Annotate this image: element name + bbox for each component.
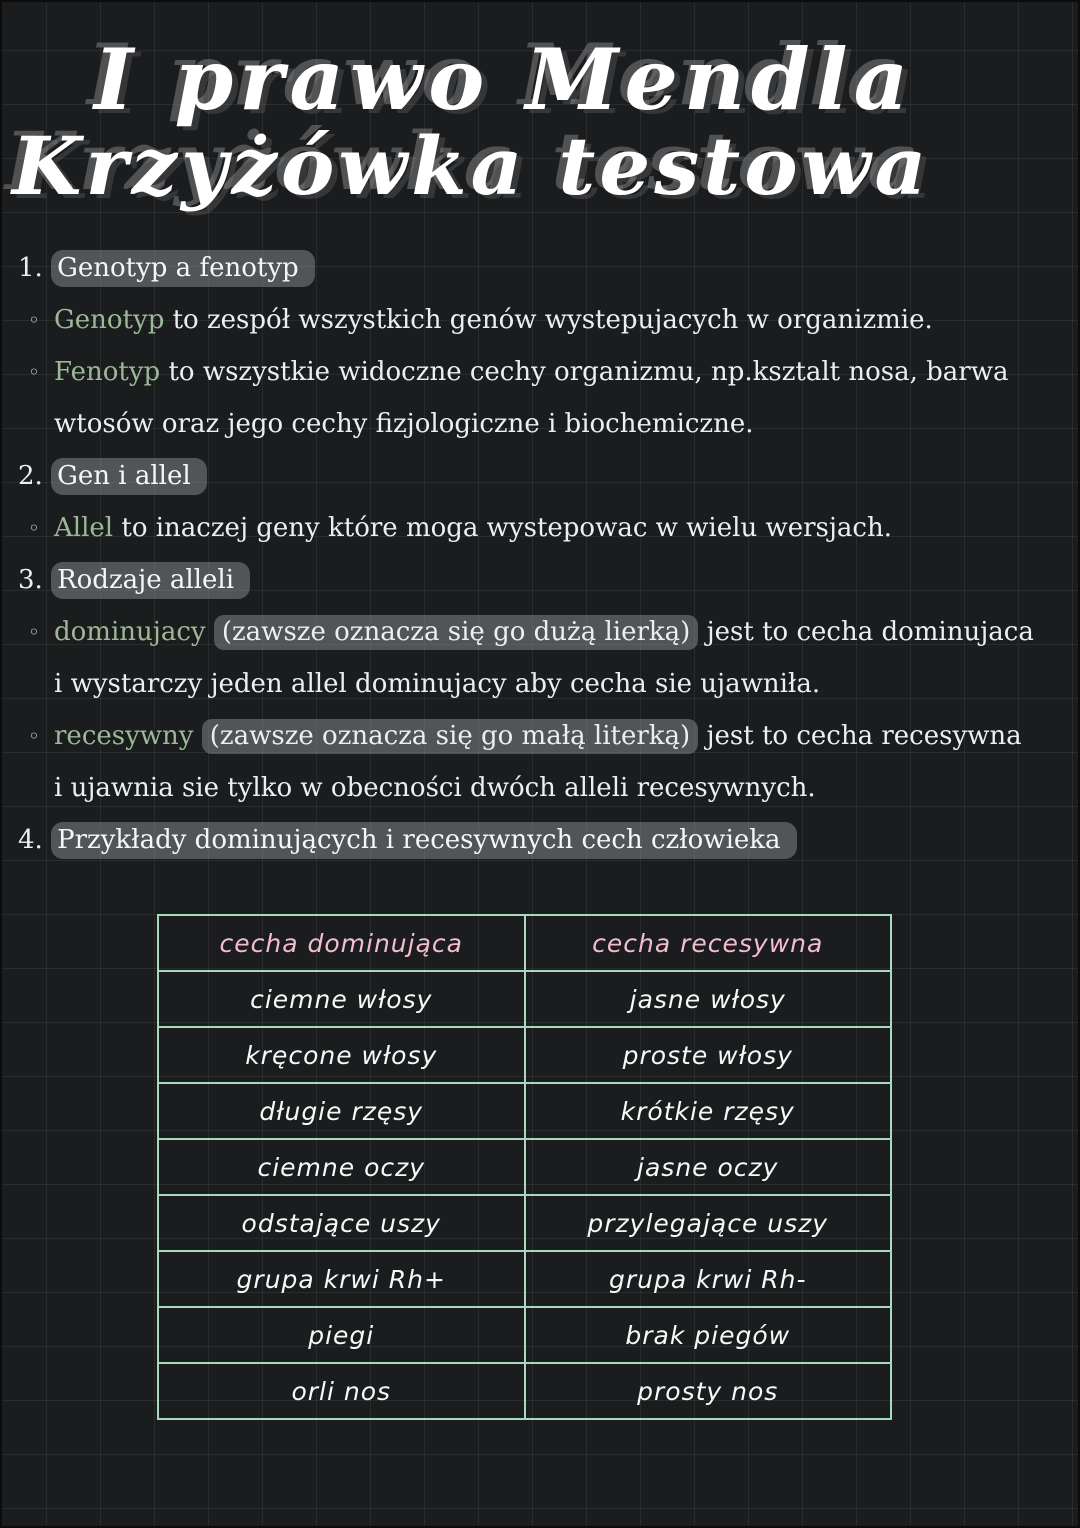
table-cell: brak piegów	[525, 1307, 892, 1363]
body-text	[206, 617, 214, 647]
table-cell: długie rzęsy	[158, 1083, 525, 1139]
traits-table-body	[158, 971, 891, 1419]
bullet-marker-icon: ◦	[28, 620, 40, 645]
bullet-item	[2, 502, 1078, 554]
table-cell: jasne oczy	[525, 1139, 892, 1195]
bullet-marker-icon: ◦	[28, 360, 40, 385]
body-text: to inaczej geny które moga wystepowac w wielu wersjach.	[113, 513, 893, 544]
section-heading-text: Rodzaje alleli	[51, 562, 250, 599]
table-row	[158, 1251, 891, 1307]
section-heading-text: Genotyp a fenotyp	[51, 250, 315, 287]
page-title-line-2: Krzyżówka testowa	[12, 119, 931, 214]
highlighted-text: (zawsze oznacza się go małą literką)	[202, 719, 698, 754]
term-text: Genotyp	[54, 305, 165, 336]
term-text: recesywny	[54, 721, 194, 752]
page-title	[2, 2, 1078, 214]
table-cell: krótkie rzęsy	[525, 1083, 892, 1139]
bullet-marker-icon: ◦	[28, 724, 40, 749]
term-text: Allel	[54, 513, 114, 544]
traits-table	[157, 914, 892, 1420]
table-cell: grupa krwi Rh-	[525, 1251, 892, 1307]
traits-table-head-row	[158, 915, 891, 971]
table-cell: ciemne oczy	[158, 1139, 525, 1195]
bullet-marker-icon: ◦	[28, 308, 40, 333]
section-heading	[18, 554, 1078, 606]
table-row	[158, 1195, 891, 1251]
section-heading	[18, 242, 1078, 294]
section	[2, 814, 1078, 866]
table-cell: jasne włosy	[525, 971, 892, 1027]
table-header-cell: cecha recesywna	[525, 915, 892, 971]
table-row	[158, 1307, 891, 1363]
table-cell: kręcone włosy	[158, 1027, 525, 1083]
bullet-item	[2, 294, 1078, 346]
page-title-line-1: I prawo Mendla	[94, 30, 915, 129]
section-number: 4.	[18, 825, 52, 856]
section-heading-text: Przykłady dominujących i recesywnych cech człowieka	[51, 822, 796, 859]
body-text: to zespół wszystkich genów wystepujacych w organizmie.	[164, 305, 933, 336]
highlighted-text: (zawsze oznacza się go dużą lierką)	[214, 615, 698, 650]
table-row	[158, 1083, 891, 1139]
section-number: 2.	[18, 461, 52, 492]
sections	[2, 242, 1078, 866]
section	[2, 450, 1078, 554]
section-number: 3.	[18, 565, 52, 596]
body-text	[193, 721, 201, 751]
table-cell: orli nos	[158, 1363, 525, 1419]
section-heading	[18, 450, 1078, 502]
bullet-item	[2, 710, 1078, 814]
section-heading	[18, 814, 1078, 866]
section-number: 1.	[18, 253, 52, 284]
body-text: jest to cecha dominujaca i wystarczy jeden allel dominujacy aby cecha sie ujawniła.	[54, 617, 1034, 700]
table-cell: ciemne włosy	[158, 971, 525, 1027]
table-cell: proste włosy	[525, 1027, 892, 1083]
term-text: Fenotyp	[54, 357, 161, 388]
bullet-marker-icon: ◦	[28, 516, 40, 541]
table-row	[158, 971, 891, 1027]
table-cell: prosty nos	[525, 1363, 892, 1419]
body-text: jest to cecha recesywna i ujawnia sie tylko w obecności dwóch alleli recesywnych.	[54, 721, 1022, 804]
term-text: dominujacy	[54, 617, 206, 648]
table-cell: grupa krwi Rh+	[158, 1251, 525, 1307]
body-text: to wszystkie widoczne cechy organizmu, np.ksztalt nosa, barwa wtosów oraz jego cechy fizjologiczne i biochemiczne.	[54, 357, 1009, 440]
bullet-item	[2, 346, 1078, 450]
section	[2, 554, 1078, 814]
table-row	[158, 1027, 891, 1083]
table-cell: piegi	[158, 1307, 525, 1363]
section-heading-text: Gen i allel	[51, 458, 207, 495]
bullet-item	[2, 606, 1078, 710]
table-header-cell: cecha dominująca	[158, 915, 525, 971]
table-row	[158, 1139, 891, 1195]
section	[2, 242, 1078, 450]
table-cell: przylegające uszy	[525, 1195, 892, 1251]
table-cell: odstające uszy	[158, 1195, 525, 1251]
table-row	[158, 1363, 891, 1419]
